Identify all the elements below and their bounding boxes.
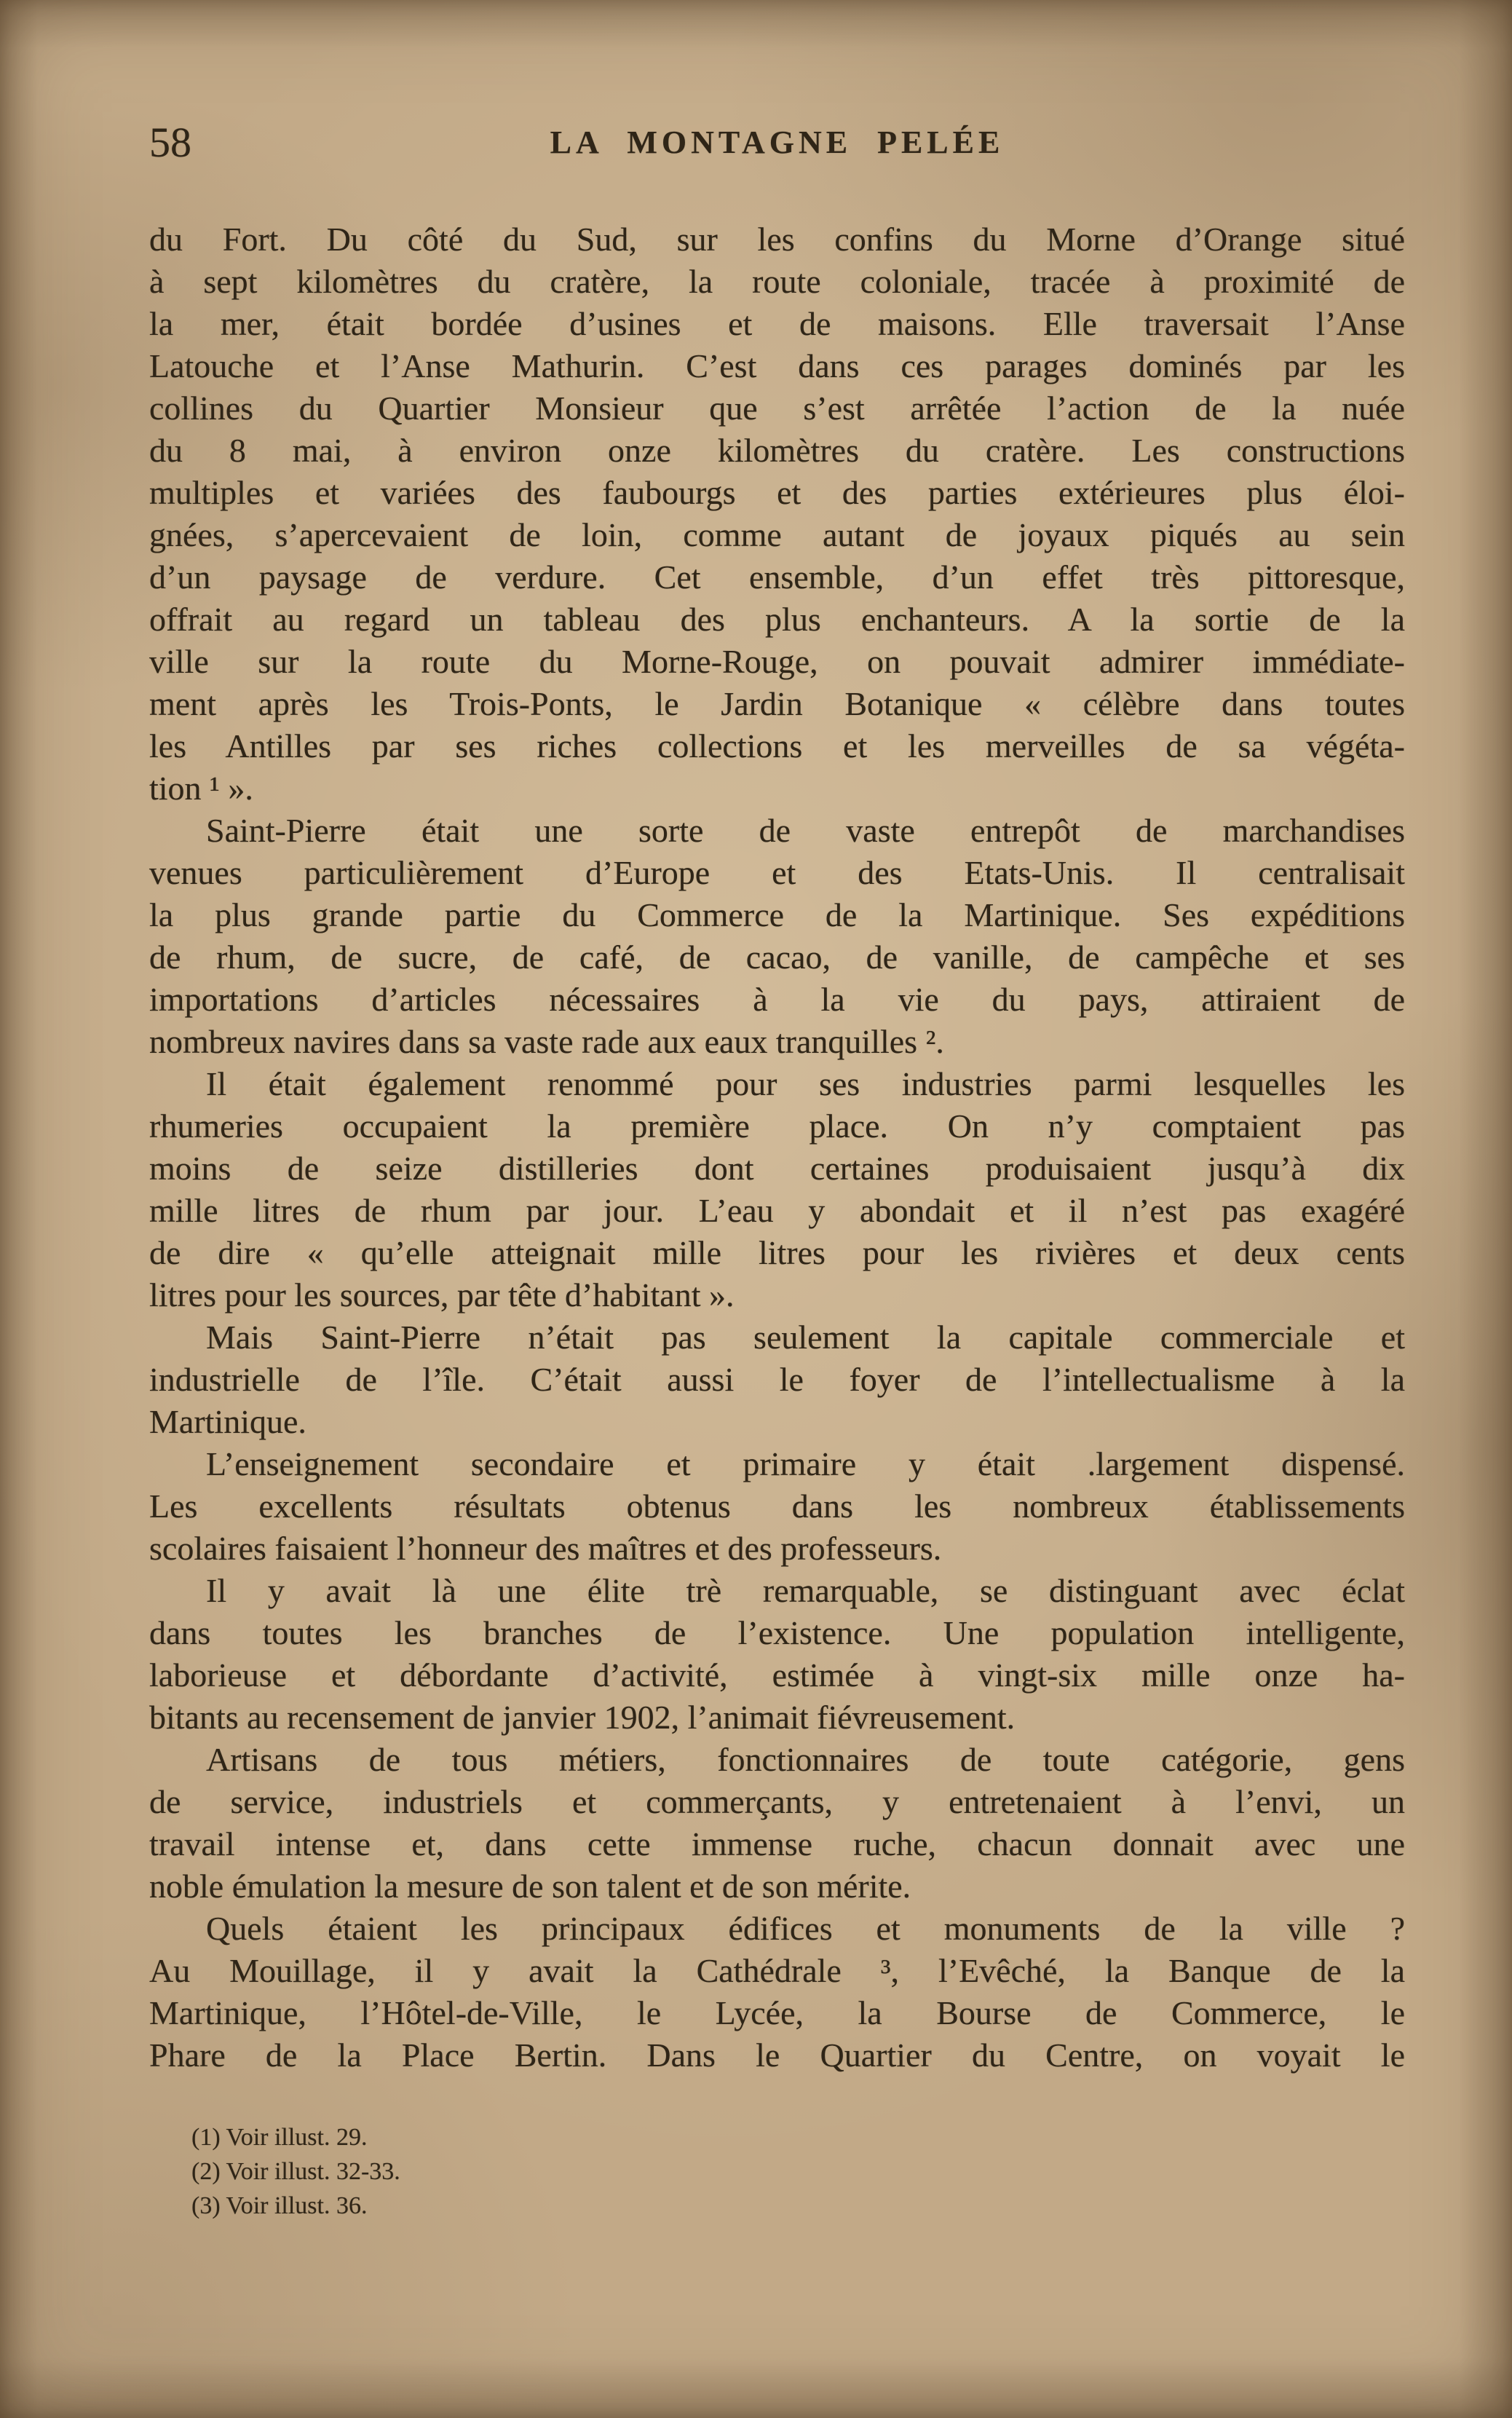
footnote: (3) Voir illust. 36. <box>191 2192 368 2219</box>
text-line: rhumeries occupaient la première place. On n’y comptaient pas <box>149 1107 1405 1145</box>
text-line: à sept kilomètres du cratère, la route coloniale, tracée à proximité de <box>149 263 1405 300</box>
text-line: de service, industriels et commerçants, y entretenaient à l’envi, un <box>149 1783 1405 1820</box>
text-line: la mer, était bordée d’usines et de maisons. Elle traversait l’Anse <box>149 305 1405 342</box>
text-line: multiples et variées des faubourgs et des parties extérieures plus éloi- <box>149 474 1405 511</box>
footnotes <box>149 2120 1405 2223</box>
text-line: bitants au recensement de janvier 1902, l’animait fiévreusement. <box>149 1699 1016 1736</box>
text-line: offrait au regard un tableau des plus enchanteurs. A la sortie de la <box>149 601 1405 638</box>
text-line: de dire « qu’elle atteignait mille litres pour les rivières et deux cents <box>149 1234 1405 1271</box>
text-line: tion ¹ ». <box>149 770 253 807</box>
text-line: noble émulation la mesure de son talent et de son mérite. <box>149 1868 911 1905</box>
text-line: Latouche et l’Anse Mathurin. C’est dans ces parages dominés par les <box>149 347 1405 384</box>
paragraph <box>149 1443 1405 1570</box>
text-line: venues particulièrement d’Europe et des Etats-Unis. Il centralisait <box>149 854 1405 891</box>
footnote: (2) Voir illust. 32-33. <box>191 2158 400 2185</box>
text-line: Au Mouillage, il y avait la Cathédrale ³, l’Evêché, la Banque de la <box>149 1952 1405 1989</box>
page-header <box>149 120 1405 165</box>
text-line: litres pour les sources, par tête d’habitant ». <box>149 1276 735 1313</box>
text-line: du Fort. Du côté du Sud, sur les confins du Morne d’Orange situé <box>149 221 1405 258</box>
text-line: scolaires faisaient l’honneur des maîtres et des professeurs. <box>149 1530 942 1567</box>
text-line: Quels étaient les principaux édifices et monuments de la ville ? <box>206 1910 1405 1947</box>
text-line: nombreux navires dans sa vaste rade aux eaux tranquilles ². <box>149 1023 944 1060</box>
paragraph <box>149 1908 1405 2077</box>
text-line: moins de seize distilleries dont certaines produisaient jusqu’à dix <box>149 1150 1405 1187</box>
text-line: Martinique, l’Hôtel-de-Ville, le Lycée, la Bourse de Commerce, le <box>149 1994 1405 2031</box>
text-line: Il était également renommé pour ses industries parmi lesquelles les <box>206 1065 1405 1102</box>
text-line: L’enseignement secondaire et primaire y était .largement dispensé. <box>206 1445 1405 1482</box>
text-line: dans toutes les branches de l’existence. Une population intelligente, <box>149 1614 1405 1651</box>
text-line: travail intense et, dans cette immense ruche, chacun donnait avec une <box>149 1825 1405 1862</box>
text-line: collines du Quartier Monsieur que s’est arrêtée l’action de la nuée <box>149 390 1405 427</box>
text-line: Phare de la Place Bertin. Dans le Quartier du Centre, on voyait le <box>149 2036 1405 2074</box>
text-line: mille litres de rhum par jour. L’eau y abondait et il n’est pas exagéré <box>149 1192 1405 1229</box>
text-line: laborieuse et débordante d’activité, estimée à vingt-six mille onze ha- <box>149 1656 1405 1694</box>
paragraph <box>149 1063 1405 1316</box>
text-line: Saint-Pierre était une sorte de vaste entrepôt de marchandises <box>206 812 1405 849</box>
text-line: d’un paysage de verdure. Cet ensemble, d’un effet très pittoresque, <box>149 558 1405 596</box>
text-line: Les excellents résultats obtenus dans les nombreux établissements <box>149 1487 1405 1525</box>
text-line: ment après les Trois-Ponts, le Jardin Botanique « célèbre dans toutes <box>149 685 1405 722</box>
text-line: du 8 mai, à environ onze kilomètres du cratère. Les constructions <box>149 432 1405 469</box>
text-line: gnées, s’apercevaient de loin, comme autant de joyaux piqués au sein <box>149 516 1405 553</box>
text-line: la plus grande partie du Commerce de la Martinique. Ses expéditions <box>149 896 1405 933</box>
footnote: (1) Voir illust. 29. <box>191 2124 368 2151</box>
text-line: industrielle de l’île. C’était aussi le foyer de l’intellectualisme à la <box>149 1361 1405 1398</box>
body-text <box>149 218 1405 2077</box>
paragraph <box>149 1316 1405 1443</box>
text-line: de rhum, de sucre, de café, de cacao, de vanille, de campêche et ses <box>149 939 1405 976</box>
text-line: les Antilles par ses riches collections et les merveilles de sa végéta- <box>149 727 1405 764</box>
page-number: 58 <box>149 119 191 166</box>
text-line: Martinique. <box>149 1403 306 1440</box>
text-line: Il y avait là une élite trè remarquable, se distinguant avec éclat <box>206 1572 1405 1609</box>
paragraph <box>149 810 1405 1063</box>
running-title: LA MONTAGNE PELÉE <box>550 125 1005 160</box>
paragraph <box>149 218 1405 810</box>
text-line: ville sur la route du Morne-Rouge, on pouvait admirer immédiate- <box>149 643 1405 680</box>
paragraph <box>149 1739 1405 1908</box>
paragraph <box>149 1570 1405 1739</box>
text-line: Artisans de tous métiers, fonctionnaires de toute catégorie, gens <box>206 1741 1405 1778</box>
text-line: Mais Saint-Pierre n’était pas seulement la capitale commerciale et <box>206 1319 1405 1356</box>
text-line: importations d’articles nécessaires à la vie du pays, attiraient de <box>149 981 1405 1018</box>
